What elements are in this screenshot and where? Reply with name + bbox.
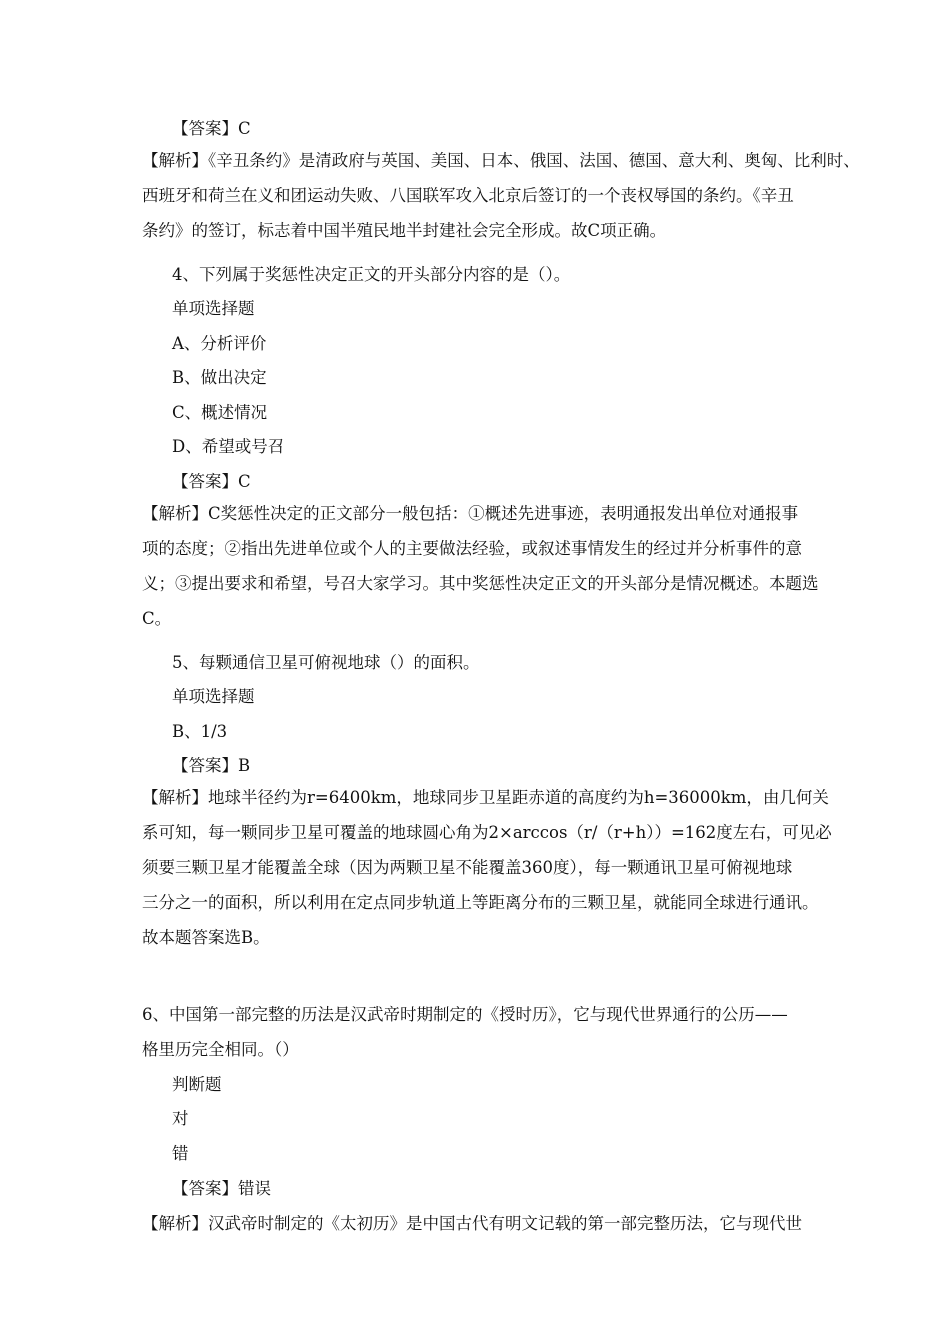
analysis-paragraph — [142, 780, 832, 955]
analysis-line: 【解析】汉武帝时制定的《太初历》是中国古代有明文记载的第一部完整历法，它与现代世 — [142, 1214, 802, 1233]
analysis-line: 【解析】地球半径约为r=6400km，地球同步卫星距赤道的高度约为h=36000km，由几何关 — [142, 788, 829, 807]
analysis-line: 三分之一的面积，所以利用在定点同步轨道上等距离分布的三颗卫星，就能同全球进行通讯。 — [142, 893, 819, 912]
analysis-line: 项的态度；②指出先进单位或个人的主要做法经验，或叙述事情发生的经过并分析事件的意 — [142, 539, 802, 558]
question-text: 格里历完全相同。（） — [142, 1040, 299, 1059]
analysis-line: 系可知，每一颗同步卫星可覆盖的地球圆心角为2×arccos（r/（r+h））=162度左右，可见必 — [142, 823, 832, 842]
analysis-line: 西班牙和荷兰在义和团运动失败、八国联军攻入北京后签订的一个丧权辱国的条约。《辛丑 — [142, 186, 794, 205]
option-d: D、希望或号召 — [172, 437, 285, 456]
question-text: 5、每颗通信卫星可俯视地球（）的面积。 — [172, 653, 480, 672]
analysis-paragraph — [142, 496, 819, 636]
answer-line: 【答案】B — [172, 756, 251, 775]
analysis-line: C。 — [142, 609, 172, 628]
question-type: 单项选择题 — [172, 299, 255, 318]
question-text: 4、下列属于奖惩性决定正文的开头部分内容的是（）。 — [172, 265, 571, 284]
question-type: 单项选择题 — [172, 687, 255, 706]
answer-line: 【答案】错误 — [172, 1179, 271, 1198]
analysis-line: 故本题答案选B。 — [142, 928, 270, 947]
answer-line: 【答案】C — [172, 472, 251, 491]
analysis-line: 义；③提出要求和希望，号召大家学习。其中奖惩性决定正文的开头部分是情况概述。本题选 — [142, 574, 819, 593]
analysis-line: 【解析】C奖惩性决定的正文部分一般包括：①概述先进事迹，表明通报发出单位对通报事 — [142, 504, 799, 523]
option-false: 错 — [172, 1144, 189, 1163]
analysis-line: 【解析】《辛丑条约》是清政府与英国、美国、日本、俄国、法国、德国、意大利、奥匈、比利时、 — [142, 151, 860, 170]
analysis-paragraph — [142, 143, 860, 248]
analysis-line: 条约》的签订，标志着中国半殖民地半封建社会完全形成。故C项正确。 — [142, 221, 667, 240]
answer-line: 【答案】C — [172, 119, 251, 138]
option-b: B、1/3 — [172, 722, 228, 741]
question-text: 6、中国第一部完整的历法是汉武帝时期制定的《授时历》，它与现代世界通行的公历—— — [142, 1005, 788, 1024]
option-b: B、做出决定 — [172, 368, 267, 387]
option-c: C、概述情况 — [172, 403, 268, 422]
option-a: A、分析评价 — [172, 334, 267, 353]
option-true: 对 — [172, 1109, 189, 1128]
analysis-line: 须要三颗卫星才能覆盖全球（因为两颗卫星不能覆盖360度），每一颗通讯卫星可俯视地球 — [142, 858, 793, 877]
question-type: 判断题 — [172, 1075, 222, 1094]
